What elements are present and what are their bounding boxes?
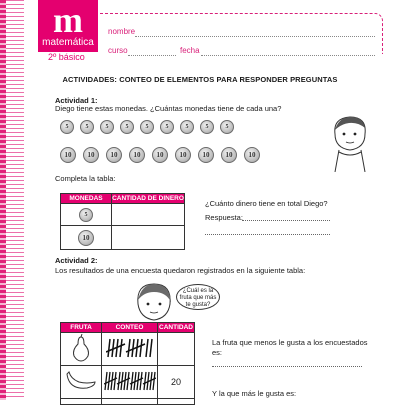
- tally-cell: [102, 333, 158, 366]
- logo-subject: matemática: [42, 37, 94, 48]
- name-field[interactable]: [135, 35, 375, 37]
- date-label: fecha: [180, 46, 200, 55]
- banana-icon: [65, 370, 97, 392]
- coin-5-icon: 5: [80, 120, 94, 134]
- course-field[interactable]: [128, 54, 176, 56]
- fruit-table-header: CONTEO: [102, 323, 158, 333]
- pear-icon: [70, 334, 92, 362]
- fruit-cell: [61, 366, 102, 399]
- coin-10-icon: 10: [221, 147, 237, 163]
- answer-line[interactable]: [242, 220, 330, 221]
- coin-5-icon: 5: [79, 208, 93, 222]
- grade-label: 2º básico: [48, 52, 85, 62]
- answer-line[interactable]: [212, 366, 362, 367]
- coin-10-icon: 10: [106, 147, 122, 163]
- coins-table-answer-cell[interactable]: [112, 226, 185, 250]
- least-liked-question: La fruta que menos le gusta a los encuestados es:: [212, 338, 368, 357]
- logo-letter: m: [53, 0, 83, 40]
- coin-5-icon: 5: [120, 120, 134, 134]
- amount-cell[interactable]: [158, 333, 195, 366]
- tally-cell: [102, 366, 158, 399]
- activity1-heading: Actividad 1:: [55, 96, 98, 105]
- coin-5-icon: 5: [160, 120, 174, 134]
- fruit-table-header: CANTIDAD: [159, 324, 193, 331]
- coins-table-cell: [61, 226, 112, 250]
- coins-table-header: CANTIDAD DE DINERO: [112, 195, 184, 202]
- complete-table-label: Completa la tabla:: [55, 174, 116, 183]
- left-decorative-lines: [6, 0, 24, 400]
- boy-illustration-icon: [325, 112, 375, 172]
- logo: [38, 0, 98, 52]
- amount-cell[interactable]: 20: [158, 366, 195, 399]
- coins-table-cell: [61, 204, 112, 226]
- coin-10-icon: 10: [78, 230, 94, 246]
- coin-5-icon: 5: [200, 120, 214, 134]
- fruit-cell: [61, 333, 102, 366]
- coins-table-answer-cell[interactable]: [112, 204, 185, 226]
- header-frame: [100, 13, 383, 54]
- coin-10-icon: 10: [152, 147, 168, 163]
- coin-10-icon: 10: [129, 147, 145, 163]
- coin-10-icon: 10: [60, 147, 76, 163]
- name-label: nombre: [108, 27, 136, 36]
- page-title: ACTIVIDADES: CONTEO DE ELEMENTOS PARA RESPONDER PREGUNTAS: [62, 75, 338, 84]
- coin-5-icon: 5: [60, 120, 74, 134]
- coin-10-icon: 10: [83, 147, 99, 163]
- date-field[interactable]: [201, 54, 375, 56]
- tally-marks-icon: [106, 336, 154, 360]
- tally-cell: [102, 399, 158, 405]
- coin-5-icon: 5: [180, 120, 194, 134]
- coin-5-icon: 5: [100, 120, 114, 134]
- answer-line[interactable]: [205, 234, 330, 235]
- amount-cell[interactable]: [158, 399, 195, 405]
- coins-table-header: MONEDAS: [61, 194, 112, 204]
- speech-bubble: ¿Cuál es la fruta que más te gusta?: [176, 284, 220, 310]
- coins-table: [60, 193, 185, 250]
- coin-5-icon: 5: [140, 120, 154, 134]
- tally-marks-icon: [104, 369, 156, 393]
- coin-10-icon: 10: [244, 147, 260, 163]
- activity2-prompt: Los resultados de una encuesta quedaron registrados en la siguiente tabla:: [55, 266, 306, 275]
- course-label: curso: [108, 46, 128, 55]
- fruit-table-header: FRUTA: [61, 323, 102, 333]
- girl-illustration-icon: [130, 280, 178, 324]
- coin-5-icon: 5: [220, 120, 234, 134]
- activity2-heading: Actividad 2:: [55, 256, 98, 265]
- answer-label: Respuesta:: [205, 213, 243, 222]
- coin-10-icon: 10: [198, 147, 214, 163]
- total-money-question: ¿Cuánto dinero tiene en total Diego?: [205, 199, 328, 208]
- coin-10-icon: 10: [175, 147, 191, 163]
- fruit-cell: [61, 399, 102, 405]
- fruit-survey-table: [60, 322, 195, 405]
- most-liked-question: Y la que más le gusta es:: [212, 389, 297, 398]
- activity1-prompt: Diego tiene estas monedas. ¿Cuántas monedas tiene de cada una?: [55, 104, 282, 113]
